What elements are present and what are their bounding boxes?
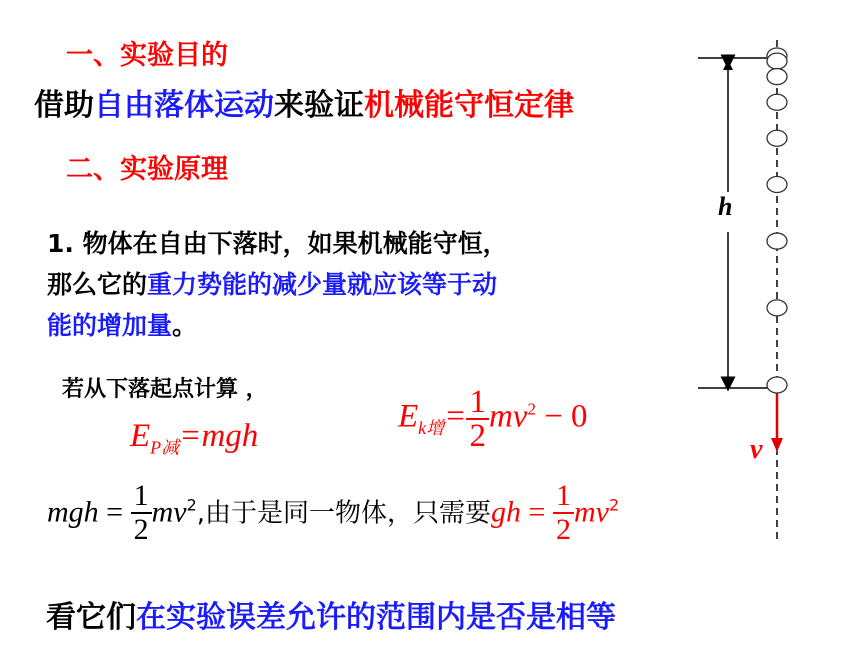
purpose-middle: 来验证 (274, 88, 364, 123)
main-equals: = (98, 495, 131, 529)
principle-line-3-highlight: 能的增加量 (47, 311, 173, 340)
main-exponent: 2 (186, 495, 197, 515)
principle-line-1: 1. 物体在自由下落时，如果机械能守恒， (47, 229, 508, 258)
ek-symbol: E (398, 398, 419, 435)
main-gh: gh (491, 495, 522, 529)
from-start-text: 若从下落起点计算 ， (62, 377, 268, 402)
main-numerator: 1 (131, 480, 152, 514)
height-arrow-head-up (723, 60, 733, 70)
principle-line-3-suffix: 。 (172, 311, 198, 340)
main-numerator-2: 1 (553, 480, 574, 514)
ek-equals: = (444, 398, 467, 435)
ep-symbol: E (130, 418, 151, 454)
main-lhs: mgh (47, 495, 99, 529)
ep-rhs: =mgh (179, 418, 259, 454)
principle-line-2-highlight: 重力势能的减少量就应该等于动 (147, 270, 498, 299)
ep-subscript: P减 (150, 437, 180, 458)
section-heading-purpose: 一、实验目的 (66, 40, 228, 71)
conclusion-highlight: 在实验误差允许的范围内是否是相等 (136, 600, 616, 635)
main-mv: mv (151, 495, 187, 529)
main-text: ,由于是同一物体，只需要 (196, 498, 492, 529)
main-denominator: 2 (133, 513, 149, 546)
purpose-method: 自由落体运动 (94, 88, 274, 123)
main-equals-2: = (521, 495, 553, 529)
ek-subscript: k增 (418, 418, 445, 439)
main-exponent-2: 2 (608, 495, 620, 515)
section-heading-principle: 二、实验原理 (66, 154, 228, 185)
ek-tail: − 0 (535, 398, 588, 435)
purpose-law: 机械能守恒定律 (364, 88, 574, 123)
height-label: h (718, 192, 733, 221)
falling-ball (767, 377, 787, 393)
falling-ball (767, 130, 787, 146)
velocity-label: v (750, 434, 763, 465)
main-mv-2: mv (573, 495, 609, 529)
ek-mv: mv (488, 398, 528, 435)
principle-line-2-prefix: 那么它的 (47, 270, 148, 299)
falling-ball (767, 94, 787, 110)
ek-numerator: 1 (466, 386, 489, 420)
falling-ball (767, 233, 787, 249)
purpose-prefix: 借助 (34, 88, 94, 123)
ek-exponent: 2 (527, 399, 536, 419)
ek-denominator: 2 (469, 418, 486, 454)
velocity-arrow-head (771, 438, 783, 452)
falling-ball (767, 53, 787, 69)
main-denominator-2: 2 (555, 513, 571, 546)
falling-ball (767, 300, 787, 316)
conclusion-prefix: 看它们 (46, 600, 136, 635)
falling-ball (767, 177, 787, 193)
falling-ball (767, 69, 787, 85)
